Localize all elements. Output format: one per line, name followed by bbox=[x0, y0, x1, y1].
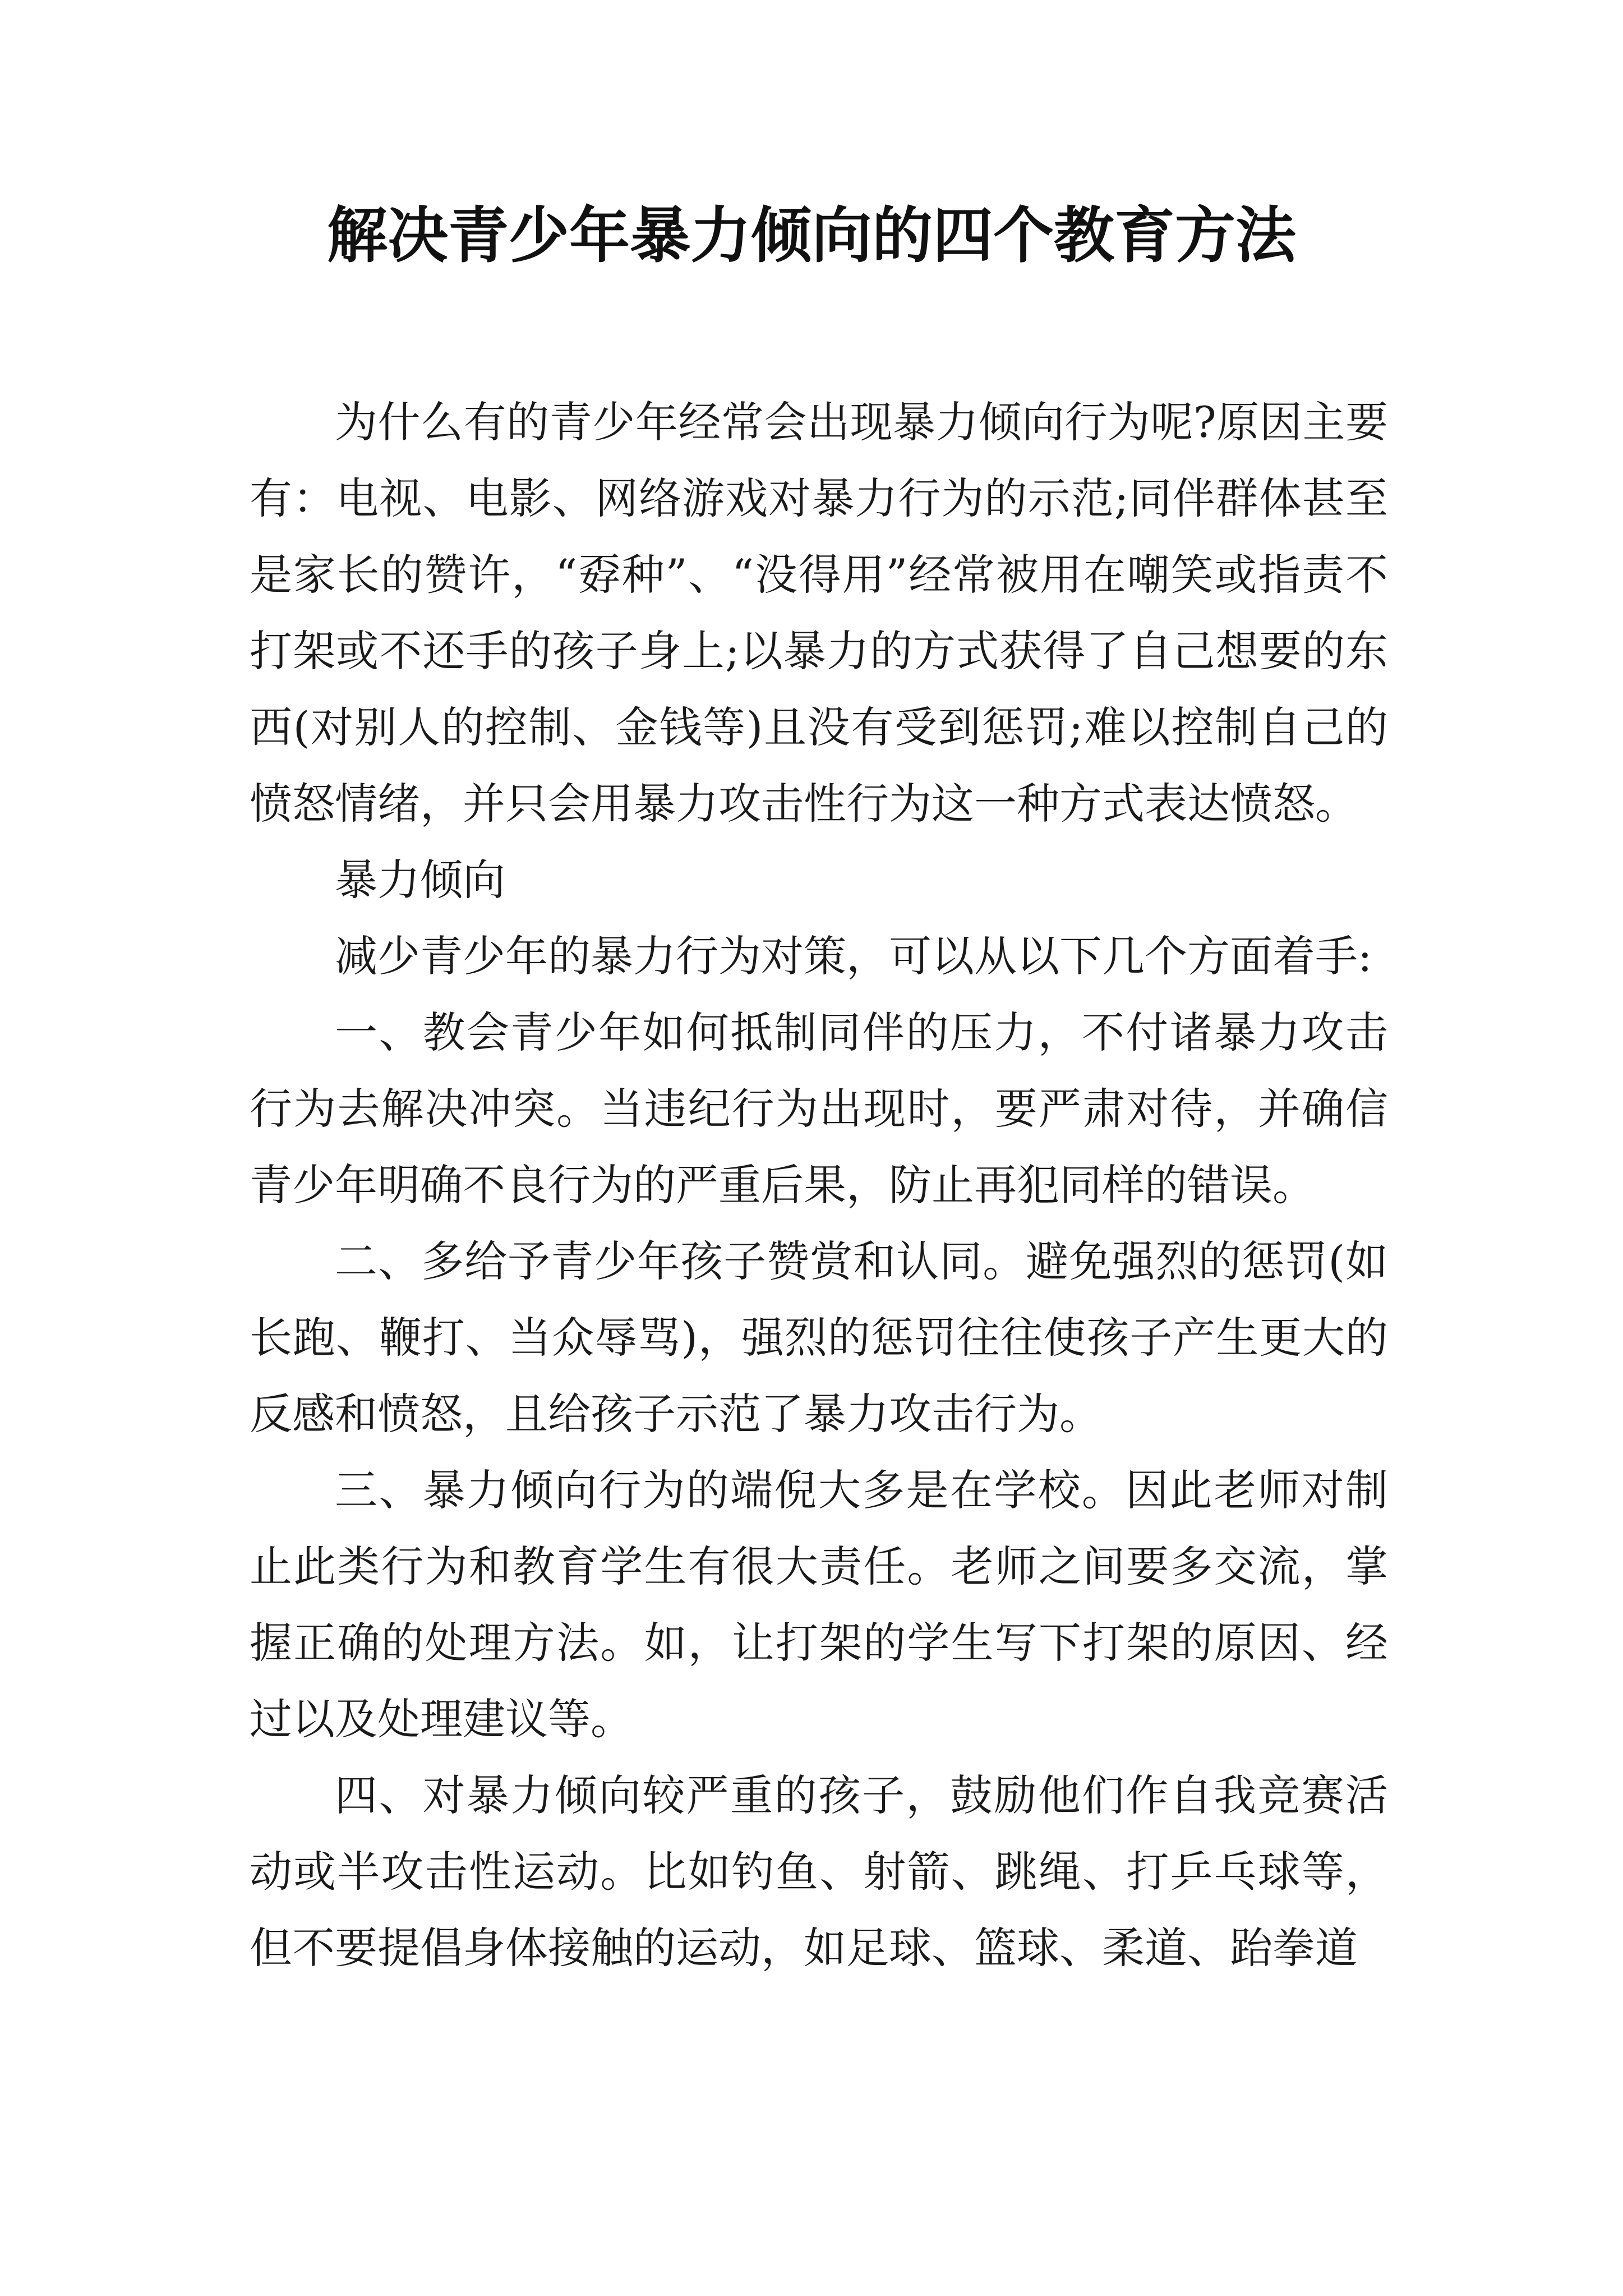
paragraph-causes: 为什么有的青少年经常会出现暴力倾向行为呢?原因主要有：电视、电影、网络游戏对暴力行为的示范;同伴群体甚至是家长的赞许，“孬种”、“没得用”经常被用在嘲笑或指责不打架或不还手的孩子身上;以暴力的方式获得了自己想要的东西(对别人的控制、金钱等)且没有受到惩罚;难以控制自己的愤怒情绪，并只会用暴力攻击性行为这一种方式表达愤怒。 bbox=[250, 397, 1388, 829]
paragraph-method-1: 一、教会青少年如何抵制同伴的压力，不付诸暴力攻击行为去解决冲突。当违纪行为出现时，要严肃对待，并确信青少年明确不良行为的严重后果，防止再犯同样的错误。 bbox=[250, 1007, 1388, 1210]
paragraph-method-3: 三、暴力倾向行为的端倪大多是在学校。因此老师对制止此类行为和教育学生有很大责任。老师之间要多交流，掌握正确的处理方法。如，让打架的学生写下打架的原因、经过以及处理建议等。 bbox=[250, 1465, 1388, 1744]
paragraph-countermeasures-intro: 减少青少年的暴力行为对策，可以从以下几个方面着手: bbox=[335, 931, 1372, 981]
paragraph-method-2: 二、多给予青少年孩子赞赏和认同。避免强烈的惩罚(如长跑、鞭打、当众辱骂)，强烈的惩罚往往使孩子产生更大的反感和愤怒，且给孩子示范了暴力攻击行为。 bbox=[250, 1236, 1388, 1439]
paragraph-method-4: 四、对暴力倾向较严重的孩子，鼓励他们作自我竞赛活动或半攻击性运动。比如钓鱼、射箭、跳绳、打乒乓球等，但不要提倡身体接触的运动，如足球、篮球、柔道、跆拳道 bbox=[250, 1770, 1388, 1973]
paragraph-heading-violence: 暴力倾向 bbox=[335, 855, 505, 905]
document-title: 解决青少年暴力倾向的四个教育方法 bbox=[326, 200, 1296, 271]
document-body bbox=[250, 384, 1388, 1986]
